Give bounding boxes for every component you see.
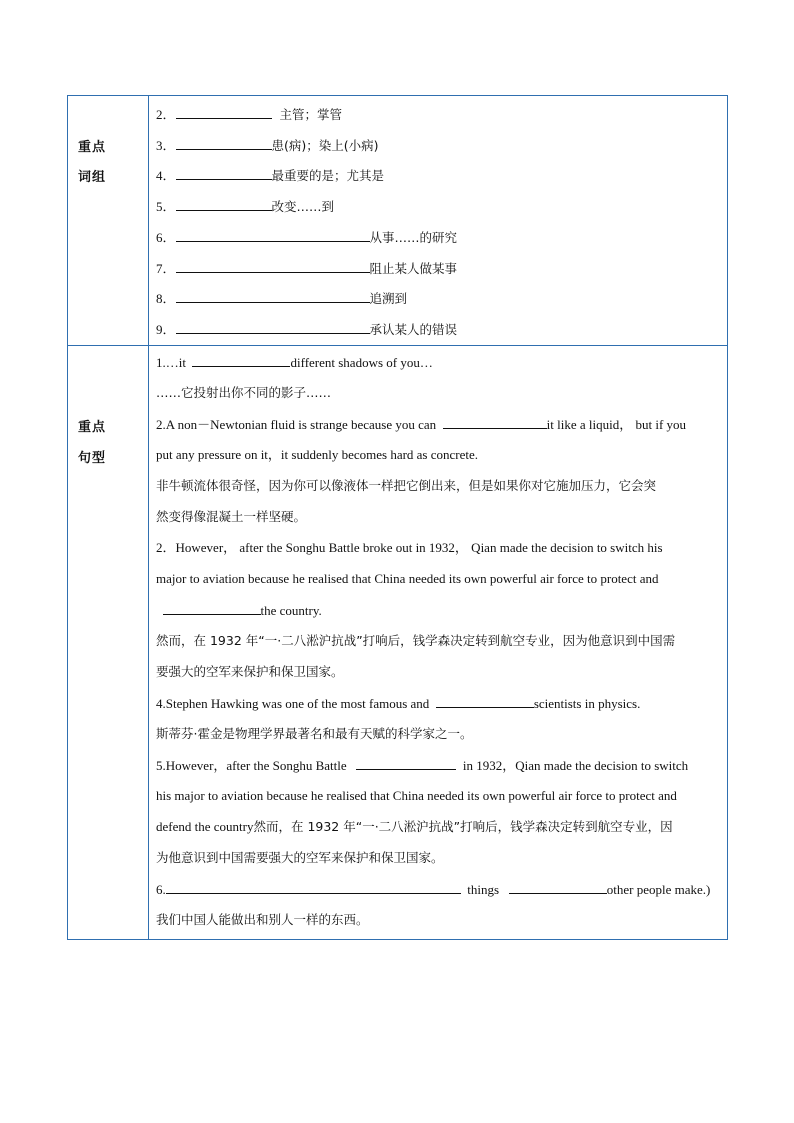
sentence-translation: ……它投射出你不同的影子…… xyxy=(156,385,332,400)
answer-blank[interactable] xyxy=(436,695,534,708)
sentence-line: 2．However， after the Songhu Battle broke out in 1932， Qian made the decision to switch his xyxy=(156,540,663,555)
answer-blank[interactable] xyxy=(356,757,456,770)
sentence-line: 6. things other people make.) xyxy=(156,882,711,897)
answer-blank[interactable] xyxy=(176,106,272,119)
sentence-line: major to aviation because he realised that China needed its own powerful air force to protect and xyxy=(156,571,659,586)
answer-blank[interactable] xyxy=(166,881,461,894)
answer-blank[interactable] xyxy=(443,416,547,429)
phrase-item: 8． 追溯到 xyxy=(156,291,408,306)
sentences-row xyxy=(68,346,727,939)
sentences-label-line2: 句型 xyxy=(78,451,107,466)
phrase-item: 5． 改变……到 xyxy=(156,199,335,214)
phrases-content xyxy=(149,96,727,345)
sentence-translation: 为他意识到中国需要强大的空军来保护和保卫国家。 xyxy=(156,850,444,865)
answer-blank[interactable] xyxy=(192,354,290,367)
phrases-label-line2: 词组 xyxy=(78,170,107,185)
sentence-line: 1.…it different shadows of you… xyxy=(156,355,433,370)
sentences-content xyxy=(149,346,727,939)
sentence-line: defend the country然而，在 1932 年“一·二八淞沪抗战”打响后，钱学森决定转到航空专业，因 xyxy=(156,819,673,834)
sentence-line: his major to aviation because he realised that China needed its own powerful air force to protect and xyxy=(156,788,677,803)
sentence-line: 4.Stephen Hawking was one of the most famous and scientists in physics. xyxy=(156,696,641,711)
phrase-item: 9． 承认某人的错误 xyxy=(156,322,458,337)
sentence-translation: 然而，在 1932 年“一·二八淞沪抗战”打响后，钱学森决定转到航空专业，因为他意识到中国需 xyxy=(156,633,676,648)
sentence-translation: 斯蒂芬·霍金是物理学界最著名和最有天赋的科学家之一。 xyxy=(156,726,473,741)
phrases-label-cell xyxy=(68,96,149,345)
answer-blank[interactable] xyxy=(176,290,370,303)
answer-blank[interactable] xyxy=(176,260,370,273)
sentence-line: the country. xyxy=(156,602,723,619)
answer-blank[interactable] xyxy=(176,167,272,180)
sentence-translation: 要强大的空军来保护和保卫国家。 xyxy=(156,664,344,679)
phrase-item: 6． 从事……的研究 xyxy=(156,230,458,245)
phrase-item: 7． 阻止某人做某事 xyxy=(156,261,458,276)
sentence-line: 2.A non－Newtonian fluid is strange because you can it like a liquid， but if you xyxy=(156,417,687,432)
answer-blank[interactable] xyxy=(176,229,370,242)
sentence-line: put any pressure on it，it suddenly becomes hard as concrete. xyxy=(156,447,479,462)
sentence-translation: 非牛顿流体很奇怪，因为你可以像液体一样把它倒出来，但是如果你对它施加压力，它会突 xyxy=(156,478,657,493)
sentences-label-line1: 重点 xyxy=(78,420,107,435)
phrase-item: 3． 患(病)；染上(小病) xyxy=(156,138,379,153)
phrase-item: 4． 最重要的是；尤其是 xyxy=(156,168,385,183)
sentence-line: 5.However，after the Songhu Battle in 1932，Qian made the decision to switch xyxy=(156,758,689,773)
phrases-row xyxy=(68,96,727,346)
sentence-translation: 我们中国人能做出和别人一样的东西。 xyxy=(156,912,369,927)
answer-blank[interactable] xyxy=(176,198,272,211)
answer-blank[interactable] xyxy=(176,137,272,150)
sentence-translation: 然变得像混凝土一样坚硬。 xyxy=(156,509,307,524)
answer-blank[interactable] xyxy=(163,602,261,615)
phrase-item: 2． 主管；掌管 xyxy=(156,107,343,122)
sentences-label-cell xyxy=(68,346,149,939)
worksheet-table xyxy=(67,95,728,940)
phrases-label-line1: 重点 xyxy=(78,140,107,155)
answer-blank[interactable] xyxy=(509,881,607,894)
answer-blank[interactable] xyxy=(176,321,370,334)
